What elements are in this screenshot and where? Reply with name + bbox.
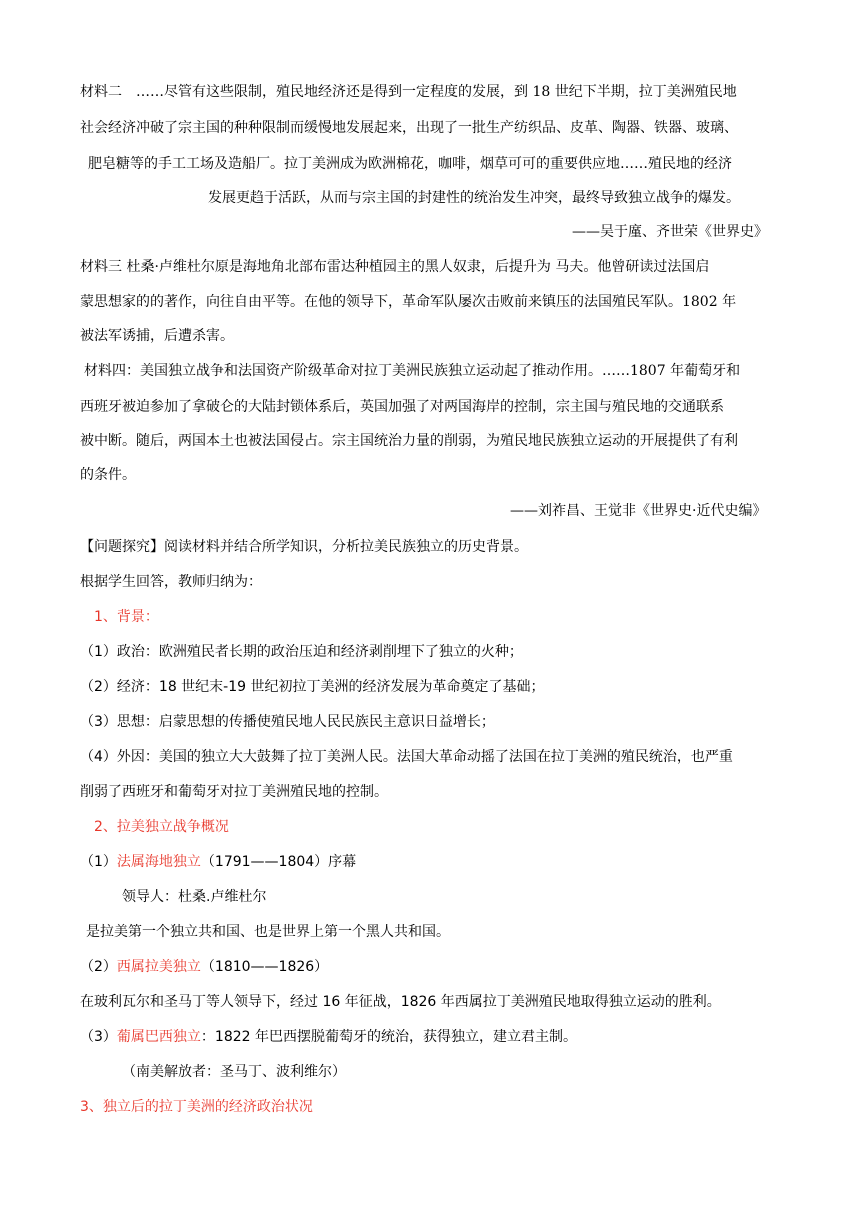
background-economic: （2）经济：18 世纪末-19 世纪初拉丁美洲的经济发展为革命奠定了基础； xyxy=(80,679,545,695)
material-3-line-2: 蒙思想家的的著作，向往自由平等。在他的领导下，革命军队屡次击败前来镇压的法国殖民军队。1802 年 xyxy=(80,294,737,310)
material-3-line-1: 材料三 杜桑·卢维杜尔原是海地角北部布雷达种植园主的黑人奴隶，后提升为 马夫。他曾研读过法国启 xyxy=(80,259,710,275)
spanish-title: 西属拉美独立 xyxy=(116,959,201,975)
material-2-line-2: 社会经济冲破了宗主国的种种限制而缓慢地发展起来，出现了一批生产纺织品、皮革、陶器、铁器、玻璃、 xyxy=(80,120,738,136)
liberators-note: （南美解放者：圣马丁、波利维尔） xyxy=(122,1064,346,1080)
item-haiti: （1）法属海地独立（1791——1804）序幕 xyxy=(80,854,357,870)
material-2-line-4: 发展更趋于活跃，从而与宗主国的封建性的统治发生冲突，最终导致独立战争的爆发。 xyxy=(208,190,740,206)
section-3-heading: 3、独立后的拉丁美洲的经济政治状况 xyxy=(80,1099,313,1115)
summary-line: 根据学生回答，教师归纳为： xyxy=(80,574,262,590)
inquiry-bracket-open: 【 xyxy=(80,539,94,555)
item-brazil: （3）葡属巴西独立：1822 年巴西摆脱葡萄牙的统治，获得独立，建立君主制。 xyxy=(80,1029,577,1045)
haiti-note: 是拉美第一个独立共和国、也是世界上第一个黑人共和国。 xyxy=(86,924,450,940)
background-external-1: （4）外因：美国的独立大大鼓舞了拉丁美洲人民。法国大革命动摇了法国在拉丁美洲的殖民统治，也严重 xyxy=(80,749,733,765)
material-4-line-3: 被中断。随后，两国本土也被法国侵占。宗主国统治力量的削弱，为殖民地民族独立运动的开展提供了有利 xyxy=(80,433,738,449)
material-2-line-3: 肥皂糖等的手工工场及造船厂。拉丁美洲成为欧洲棉花，咖啡，烟草可可的重要供应地……殖民地的经济 xyxy=(88,156,732,172)
spanish-note: 在玻利瓦尔和圣马丁等人领导下，经过 16 年征战，1826 年西属拉丁美洲殖民地取得独立运动的胜利。 xyxy=(80,994,721,1010)
material-3-line-3: 被法军诱捕，后遭杀害。 xyxy=(80,328,234,344)
inquiry-text: 阅读材料并结合所学知识，分析拉美民族独立的历史背景。 xyxy=(164,539,528,555)
section-1-heading: 1、背景： xyxy=(94,609,159,625)
material-2-label: 材料二 xyxy=(80,84,122,100)
inquiry-line xyxy=(80,537,528,557)
inquiry-bracket-close: 】 xyxy=(150,539,164,555)
section-2-heading: 2、拉美独立战争概况 xyxy=(94,819,229,835)
material-2-source: ——吴于廑、齐世荣《世界史》 xyxy=(572,224,768,240)
inquiry-tag: 问题探究 xyxy=(94,539,150,555)
material-4-line-2: 西班牙被迫参加了拿破仑的大陆封锁体系后，英国加强了对两国海岸的控制，宗主国与殖民地的交通联系 xyxy=(80,399,724,415)
haiti-leader: 领导人：杜桑.卢维杜尔 xyxy=(122,889,267,905)
item-spanish: （2）西属拉美独立（1810——1826） xyxy=(80,959,329,975)
material-4-source: ——刘祚昌、王觉非《世界史·近代史编》 xyxy=(510,503,767,519)
background-political: （1）政治：欧洲殖民者长期的政治压迫和经济剥削埋下了独立的火种； xyxy=(80,644,523,660)
background-external-2: 削弱了西班牙和葡萄牙对拉丁美洲殖民地的控制。 xyxy=(80,784,388,800)
brazil-title: 葡属巴西独立 xyxy=(116,1029,201,1045)
material-4-line-1: 材料四：美国独立战争和法国资产阶级革命对拉丁美洲民族独立运动起了推动作用。……1807 年葡萄牙和 xyxy=(84,363,741,379)
material-4-line-4: 的条件。 xyxy=(80,467,136,483)
haiti-title: 法属海地独立 xyxy=(116,854,201,870)
background-ideology: （3）思想：启蒙思想的传播使殖民地人民民族民主意识日益增长； xyxy=(80,714,495,730)
material-2-line-1: 材料二 ……尽管有这些限制，殖民地经济还是得到一定程度的发展，到 18 世纪下半期，拉丁美洲殖民地 xyxy=(80,84,737,100)
